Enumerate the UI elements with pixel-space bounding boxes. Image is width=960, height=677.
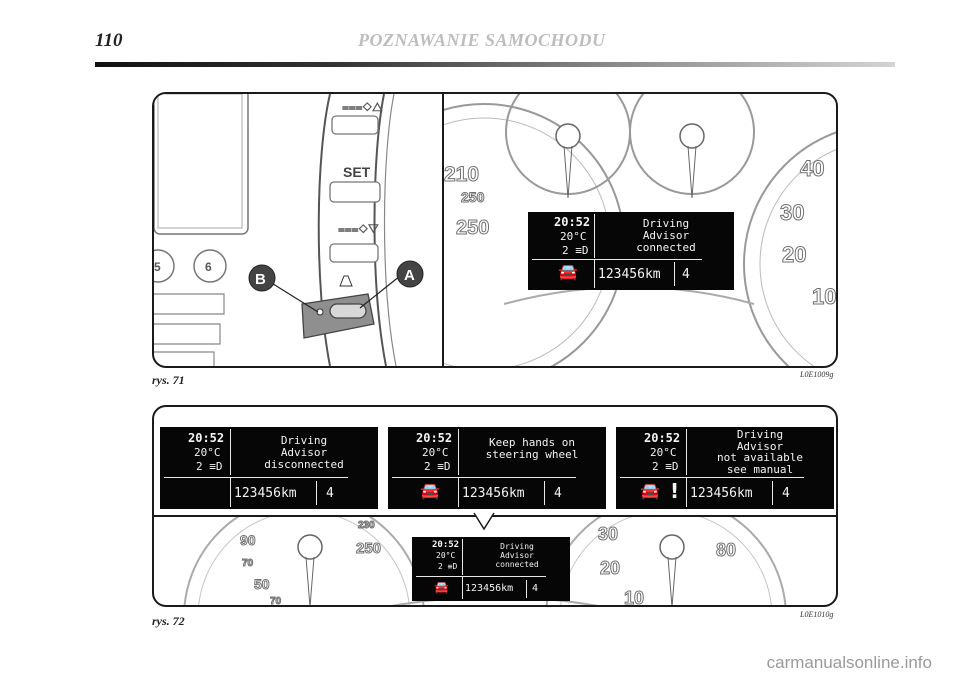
gauge-label-30: 30 [780,200,805,225]
gauge-label-10: 10 [624,588,645,607]
gauge-label-90: 90 [240,532,256,548]
status-display-disconnected [160,427,378,509]
display-odometer: 123456km [234,486,297,501]
lever-set-label: SET [343,164,371,180]
figure-71-frame [152,92,838,368]
display-odometer: 123456km [598,267,661,282]
display-message: Keep hands on steering wheel [485,436,579,462]
display-divider-v [594,214,595,258]
gauge-label-20: 20 [600,558,621,578]
display-odometer: 123456km [462,486,525,501]
display-divider-v2 [686,477,687,507]
display-odometer: 123456km [465,583,514,594]
page-number: 110 [95,30,123,51]
display-message: Driving Advisor disconnected [264,434,344,472]
display-divider-h [164,477,348,478]
driving-advisor-display [528,212,734,290]
gauge-label-10: 10 [812,284,837,309]
lane-assist-car-icon: 🚘 [640,481,660,500]
status-display-hands-on [388,427,606,509]
callout-a-label: A [404,267,415,284]
display-trip: 4 [682,267,690,282]
display-temp: 20°C [650,446,677,459]
knob-6-label: 6 [205,260,212,274]
figure-71-caption: rys. 71 [152,373,185,387]
gauge-label-40: 40 [800,156,825,181]
display-divider-v2 [594,260,595,288]
figure-72-frame [152,405,838,607]
display-temp: 20°C [560,230,587,243]
watermark: carmanualsonline.info [766,653,932,672]
cluster-display [412,537,570,601]
display-divider-h [620,477,804,478]
gauge-label-70-small: 70 [270,596,282,607]
display-divider-v3 [772,481,773,505]
header-rule [95,62,895,67]
display-message: Driving Advisor connected [495,542,539,569]
display-divider-h [392,477,576,478]
knob-5-label: 5 [154,260,161,274]
display-temp: 20°C [194,446,221,459]
gauge-label-70: 70 [242,558,254,569]
gauge-label-20: 20 [782,242,807,267]
display-trip: 4 [554,486,562,501]
display-divider-v3 [544,481,545,505]
lane-assist-car-icon: 🚘 [434,580,449,594]
exclamation-icon: ! [670,479,680,503]
display-temp: 20°C [422,446,449,459]
display-trip: 4 [532,583,539,594]
display-odometer: 123456km [690,486,753,501]
display-time: 20:52 [188,431,225,445]
lane-assist-car-icon: 🚘 [558,262,578,281]
gauge-label-250-small: 250 [461,189,485,205]
page-title: POZNAWANIE SAMOCHODU [358,30,606,50]
display-gear: 2 ≡D [196,460,223,473]
display-gear: 2 ≡D [438,562,458,571]
gauge-label-250: 250 [356,540,382,557]
display-gear: 2 ≡D [652,460,679,473]
headlamp-up-icon: ⩶◇△ [342,100,383,114]
lever-illustration [154,94,442,366]
figure-71-code: L0E1009g [800,370,834,379]
display-divider-v3 [526,580,527,598]
gauge-label-50: 50 [254,576,270,592]
display-trip: 4 [326,486,334,501]
display-trip: 4 [782,486,790,501]
display-time: 20:52 [644,431,681,445]
headlamp-down-icon: ⩶◇▽ [338,222,379,236]
display-divider-v2 [458,477,459,507]
display-gear: 2 ≡D [424,460,451,473]
display-divider-v2 [230,477,231,507]
display-time: 20:52 [554,215,591,229]
gauge-label-30: 30 [598,524,619,544]
status-display-not-available [616,427,834,509]
figure-72-code: L0E1010g [800,610,834,619]
display-message: Driving Advisor connected [636,217,696,255]
display-divider-v [462,539,463,575]
callout-b-label: B [255,271,266,288]
gauge-label-230: 230 [358,520,375,531]
gauge-label-80: 80 [716,540,737,560]
display-temp: 20°C [436,551,456,560]
display-message: Driving Advisor not available see manual [716,428,804,476]
lane-assist-car-icon: 🚘 [420,481,440,500]
display-divider-h [416,576,546,577]
display-divider-v2 [462,577,463,599]
display-divider-v3 [316,481,317,505]
display-divider-v3 [674,262,675,286]
display-divider-h [532,259,702,260]
display-divider-v [230,429,231,475]
display-gear: 2 ≡D [562,244,589,257]
display-time: 20:52 [416,431,453,445]
display-divider-v [458,429,459,475]
gauge-label-250: 250 [456,217,490,239]
gauge-label-210: 210 [444,163,480,186]
display-divider-v [686,429,687,475]
figure-72-caption: rys. 72 [152,614,185,628]
display-time: 20:52 [432,540,460,550]
